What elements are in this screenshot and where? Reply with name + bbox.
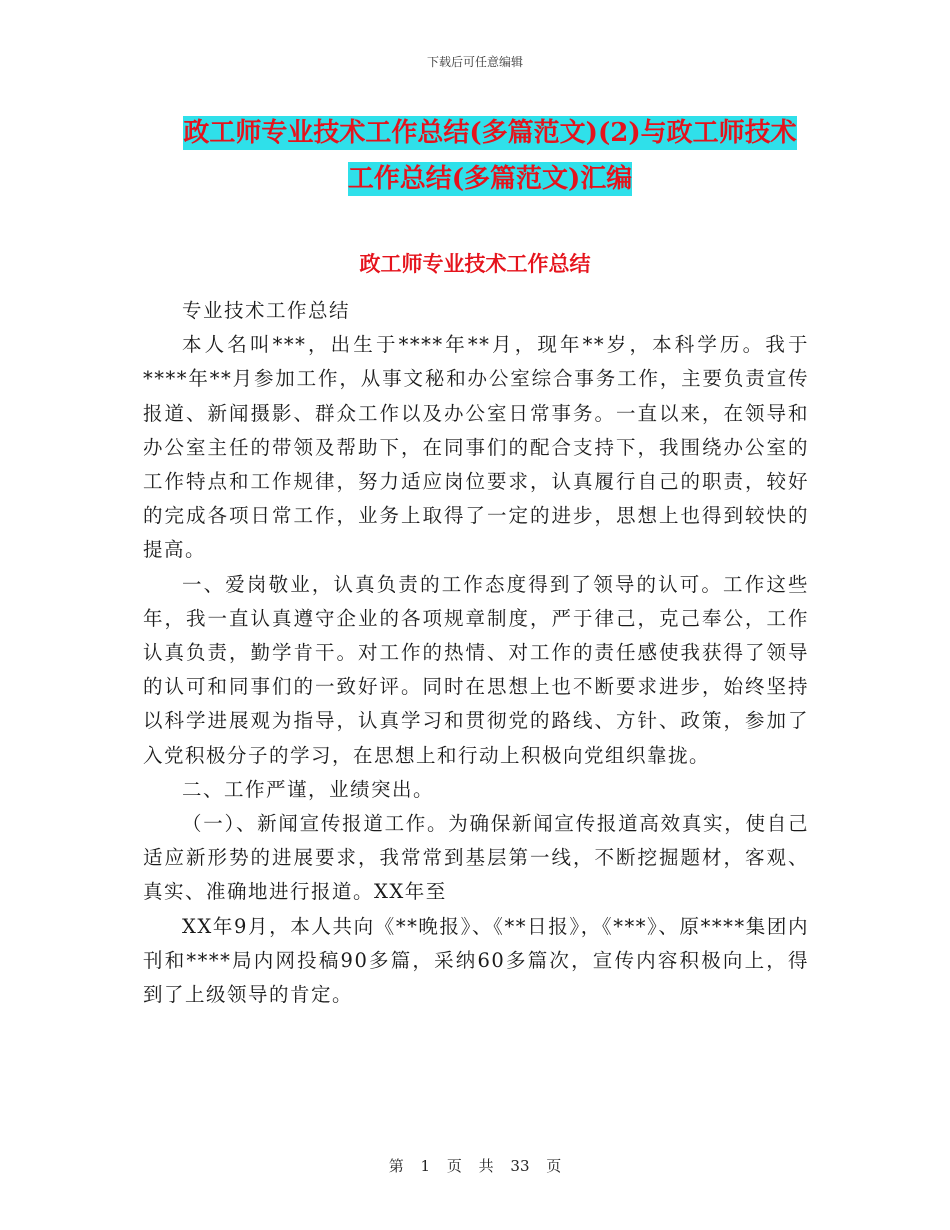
paragraph: （一）、新闻宣传报道工作。为确保新闻宣传报道高效真实，使自己适应新形势的进展要求，我常常到基层第一线，不断挖掘题材，客观、真实、准确地进行报道。XX年至 <box>143 812 809 904</box>
paragraph: 本人名叫***，出生于****年**月，现年**岁，本科学历。我于****年**月参加工作，从事文秘和办公室综合事务工作，主要负责宣传报道、新闻摄影、群众工作以及办公室日常事务。一直以来，在领导和办公室主任的带领及帮助下，在同事们的配合支持下，我围绕办公室的工作特点和工作规律，努力适应岗位要求，认真履行自己的职责，较好的完成各项日常工作，业务上取得了一定的进步，思想上也得到较快的提高。 <box>143 333 809 562</box>
paragraph: XX年9月，本人共向《**晚报》、《**日报》，《***》、原****集团内刊和****局内网投稿90多篇，采纳60多篇次，宣传内容积极向上，得到了上级领导的肯定。 <box>143 914 809 1007</box>
footer-page-number: 1 <box>420 1157 431 1175</box>
page-footer <box>0 1155 950 1176</box>
document-title-line-1: 政工师专业技术工作总结(多篇范文)(2)与政工师技术 <box>183 118 797 148</box>
document-title <box>140 110 840 202</box>
paragraph: 二、工作严谨，业绩突出。 <box>182 777 435 801</box>
page-header-note: 下载后可任意编辑 <box>426 55 523 69</box>
document-body <box>143 294 809 1012</box>
footer-total-label: 共 <box>478 1157 494 1175</box>
paragraph: 专业技术工作总结 <box>182 299 351 322</box>
footer-total-unit: 页 <box>546 1157 562 1175</box>
footer-page-unit: 页 <box>446 1157 462 1175</box>
section-title: 政工师专业技术工作总结 <box>359 251 591 276</box>
paragraph: 一、爱岗敬业，认真负责的工作态度得到了领导的认可。工作这些年，我一直认真遵守企业的各项规章制度，严于律己，克己奉公，工作认真负责，勤学肯干。对工作的热情、对工作的责任感使我获得了领导的认可和同事们的一致好评。同时在思想上也不断要求进步，始终坚持以科学进展观为指导，认真学习和贯彻党的路线、方针、政策，参加了入党积极分子的学习，在思想上和行动上积极向党组织靠拢。 <box>143 572 809 767</box>
footer-total-pages: 33 <box>510 1157 530 1175</box>
footer-page-label: 第 <box>388 1157 404 1175</box>
document-title-line-2: 工作总结(多篇范文)汇编 <box>347 164 633 194</box>
